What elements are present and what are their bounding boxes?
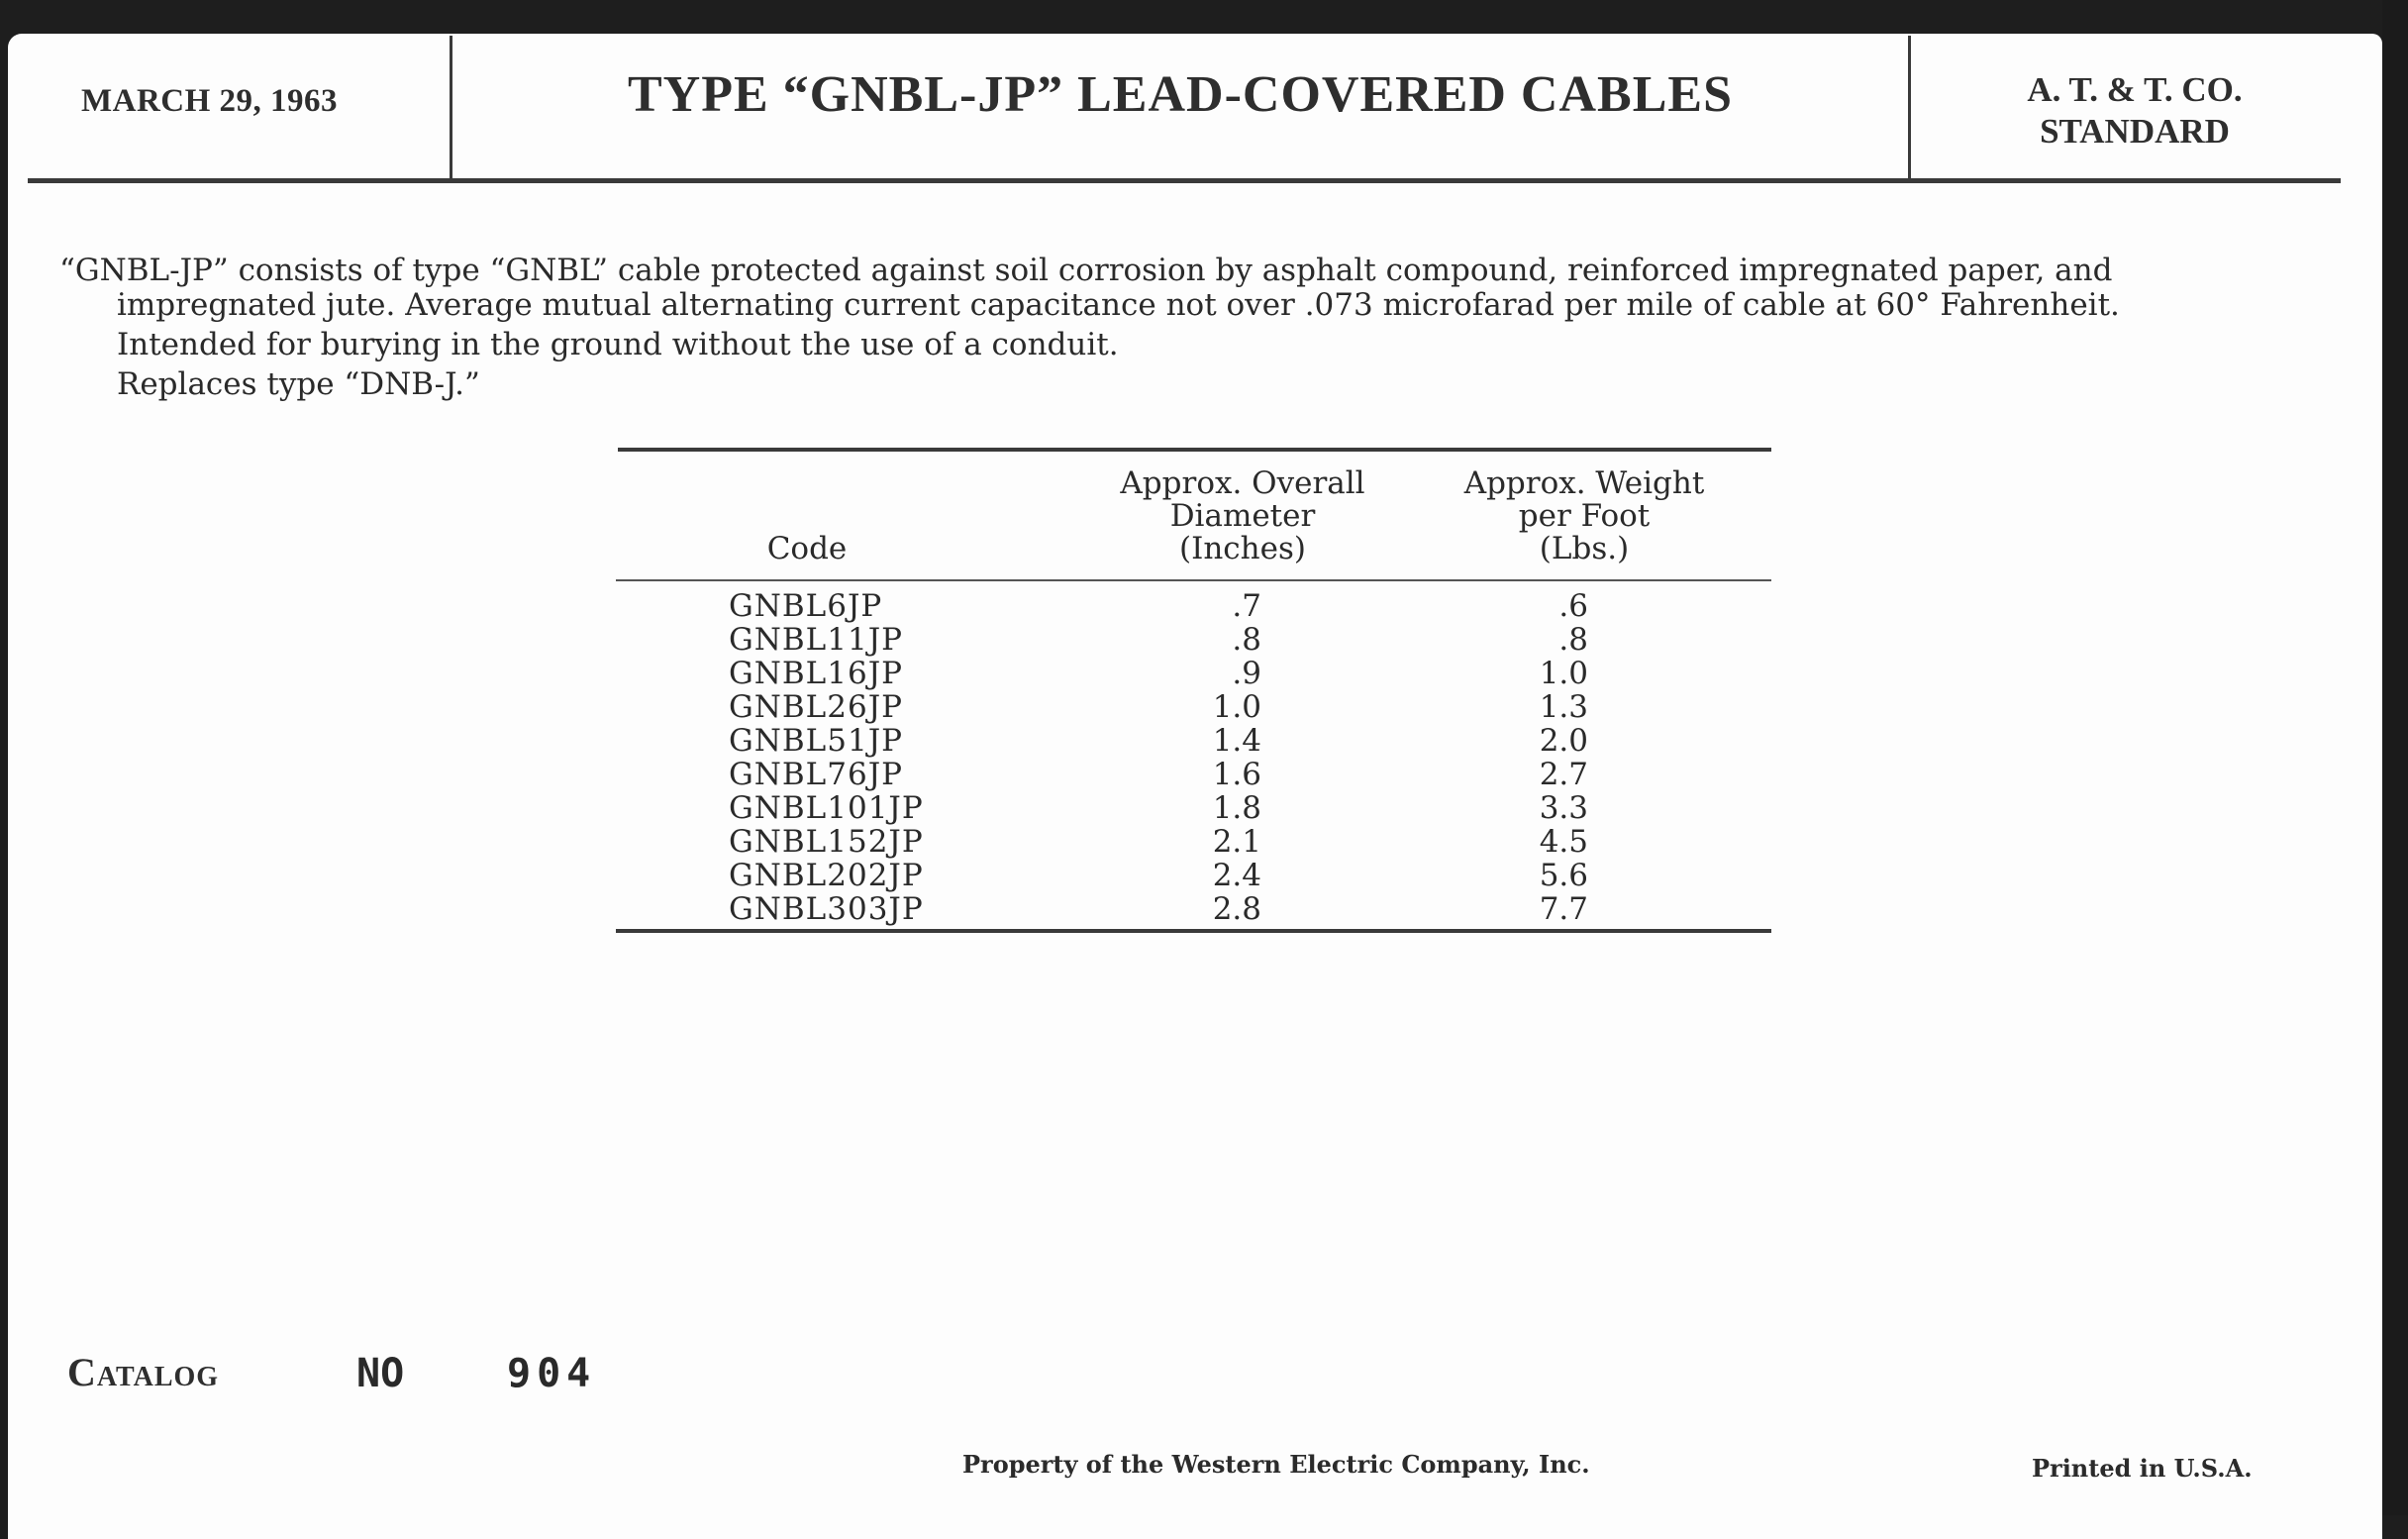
table-row (0, 657, 2408, 690)
table-row (0, 825, 2408, 859)
header-diameter-line-1: Approx. Overall (1120, 465, 1365, 501)
header-diameter-line-3: (Inches) (1179, 531, 1306, 566)
cell-diameter: 1.0 (1212, 689, 1261, 725)
description-line-2: impregnated jute. Average mutual alternating current capacitance not over .073 microfarad per mile of cable at 60° Fahrenheit. (117, 287, 2120, 323)
table-row (0, 758, 2408, 791)
cell-code: GNBL51JP (729, 723, 903, 759)
table-row (0, 791, 2408, 825)
footer-property: Property of the Western Electric Company, Inc. (962, 1450, 1590, 1479)
cell-code: GNBL16JP (729, 656, 903, 691)
table-bottom-rule (616, 929, 1771, 933)
cell-weight: .8 (1558, 622, 1588, 658)
table-row (0, 690, 2408, 724)
cell-code: GNBL11JP (729, 622, 903, 658)
cell-weight: .6 (1558, 588, 1588, 624)
cell-code: GNBL202JP (729, 858, 924, 893)
cell-diameter: 2.4 (1212, 858, 1261, 893)
header-weight (1436, 467, 1733, 565)
header-rule (28, 178, 2341, 183)
cell-weight: 4.5 (1539, 824, 1588, 860)
header-weight-line-3: (Lbs.) (1539, 531, 1630, 566)
catalog-label: Catalog (67, 1350, 220, 1394)
header-weight-line-2: per Foot (1518, 498, 1651, 534)
cell-weight: 7.7 (1539, 891, 1588, 927)
cell-code: GNBL76JP (729, 757, 903, 792)
cell-code: GNBL101JP (729, 790, 924, 826)
header-code: Code (766, 531, 848, 566)
cell-diameter: 1.8 (1212, 790, 1261, 826)
catalog-number: 904 (507, 1351, 597, 1396)
header-weight-line-1: Approx. Weight (1463, 465, 1705, 501)
cell-code: GNBL152JP (729, 824, 924, 860)
standard-label (1909, 69, 2360, 153)
document-title: TYPE “GNBL-JP” LEAD-COVERED CABLES (627, 66, 1734, 123)
cell-diameter: 2.1 (1212, 824, 1261, 860)
cell-diameter: 2.8 (1212, 891, 1261, 927)
table-top-rule (618, 448, 1771, 452)
cell-weight: 2.7 (1539, 757, 1588, 792)
footer-printed: Printed in U.S.A. (2032, 1454, 2253, 1483)
standard-company: A. T. & T. CO. (2027, 70, 2243, 109)
header-diameter (1094, 467, 1391, 565)
cell-diameter: .8 (1232, 622, 1261, 658)
table-row (0, 859, 2408, 892)
cell-code: GNBL303JP (729, 891, 924, 927)
catalog-no-label: NO (356, 1351, 405, 1396)
cell-code: GNBL6JP (729, 588, 883, 624)
table-header-rule (616, 579, 1771, 581)
cell-weight: 1.3 (1539, 689, 1588, 725)
description-line-3: Intended for burying in the ground without the use of a conduit. (117, 327, 1119, 362)
cell-diameter: 1.6 (1212, 757, 1261, 792)
table-row (0, 892, 2408, 926)
table-row (0, 623, 2408, 657)
cell-diameter: .9 (1232, 656, 1261, 691)
issue-date: MARCH 29, 1963 (81, 83, 339, 119)
header-diameter-line-2: Diameter (1169, 498, 1316, 534)
cell-diameter: .7 (1232, 588, 1261, 624)
table-row (0, 724, 2408, 758)
cell-code: GNBL26JP (729, 689, 903, 725)
cell-weight: 5.6 (1539, 858, 1588, 893)
cell-weight: 2.0 (1539, 723, 1588, 759)
table-row (0, 589, 2408, 623)
description-line-1: “GNBL-JP” consists of type “GNBL” cable protected against soil corrosion by asphalt compound, reinforced impregnated paper, and (59, 253, 2113, 288)
cell-weight: 1.0 (1539, 656, 1588, 691)
description-line-4: Replaces type “DNB-J.” (117, 366, 480, 402)
cell-weight: 3.3 (1539, 790, 1588, 826)
standard-word: STANDARD (2040, 112, 2230, 151)
cell-diameter: 1.4 (1212, 723, 1261, 759)
